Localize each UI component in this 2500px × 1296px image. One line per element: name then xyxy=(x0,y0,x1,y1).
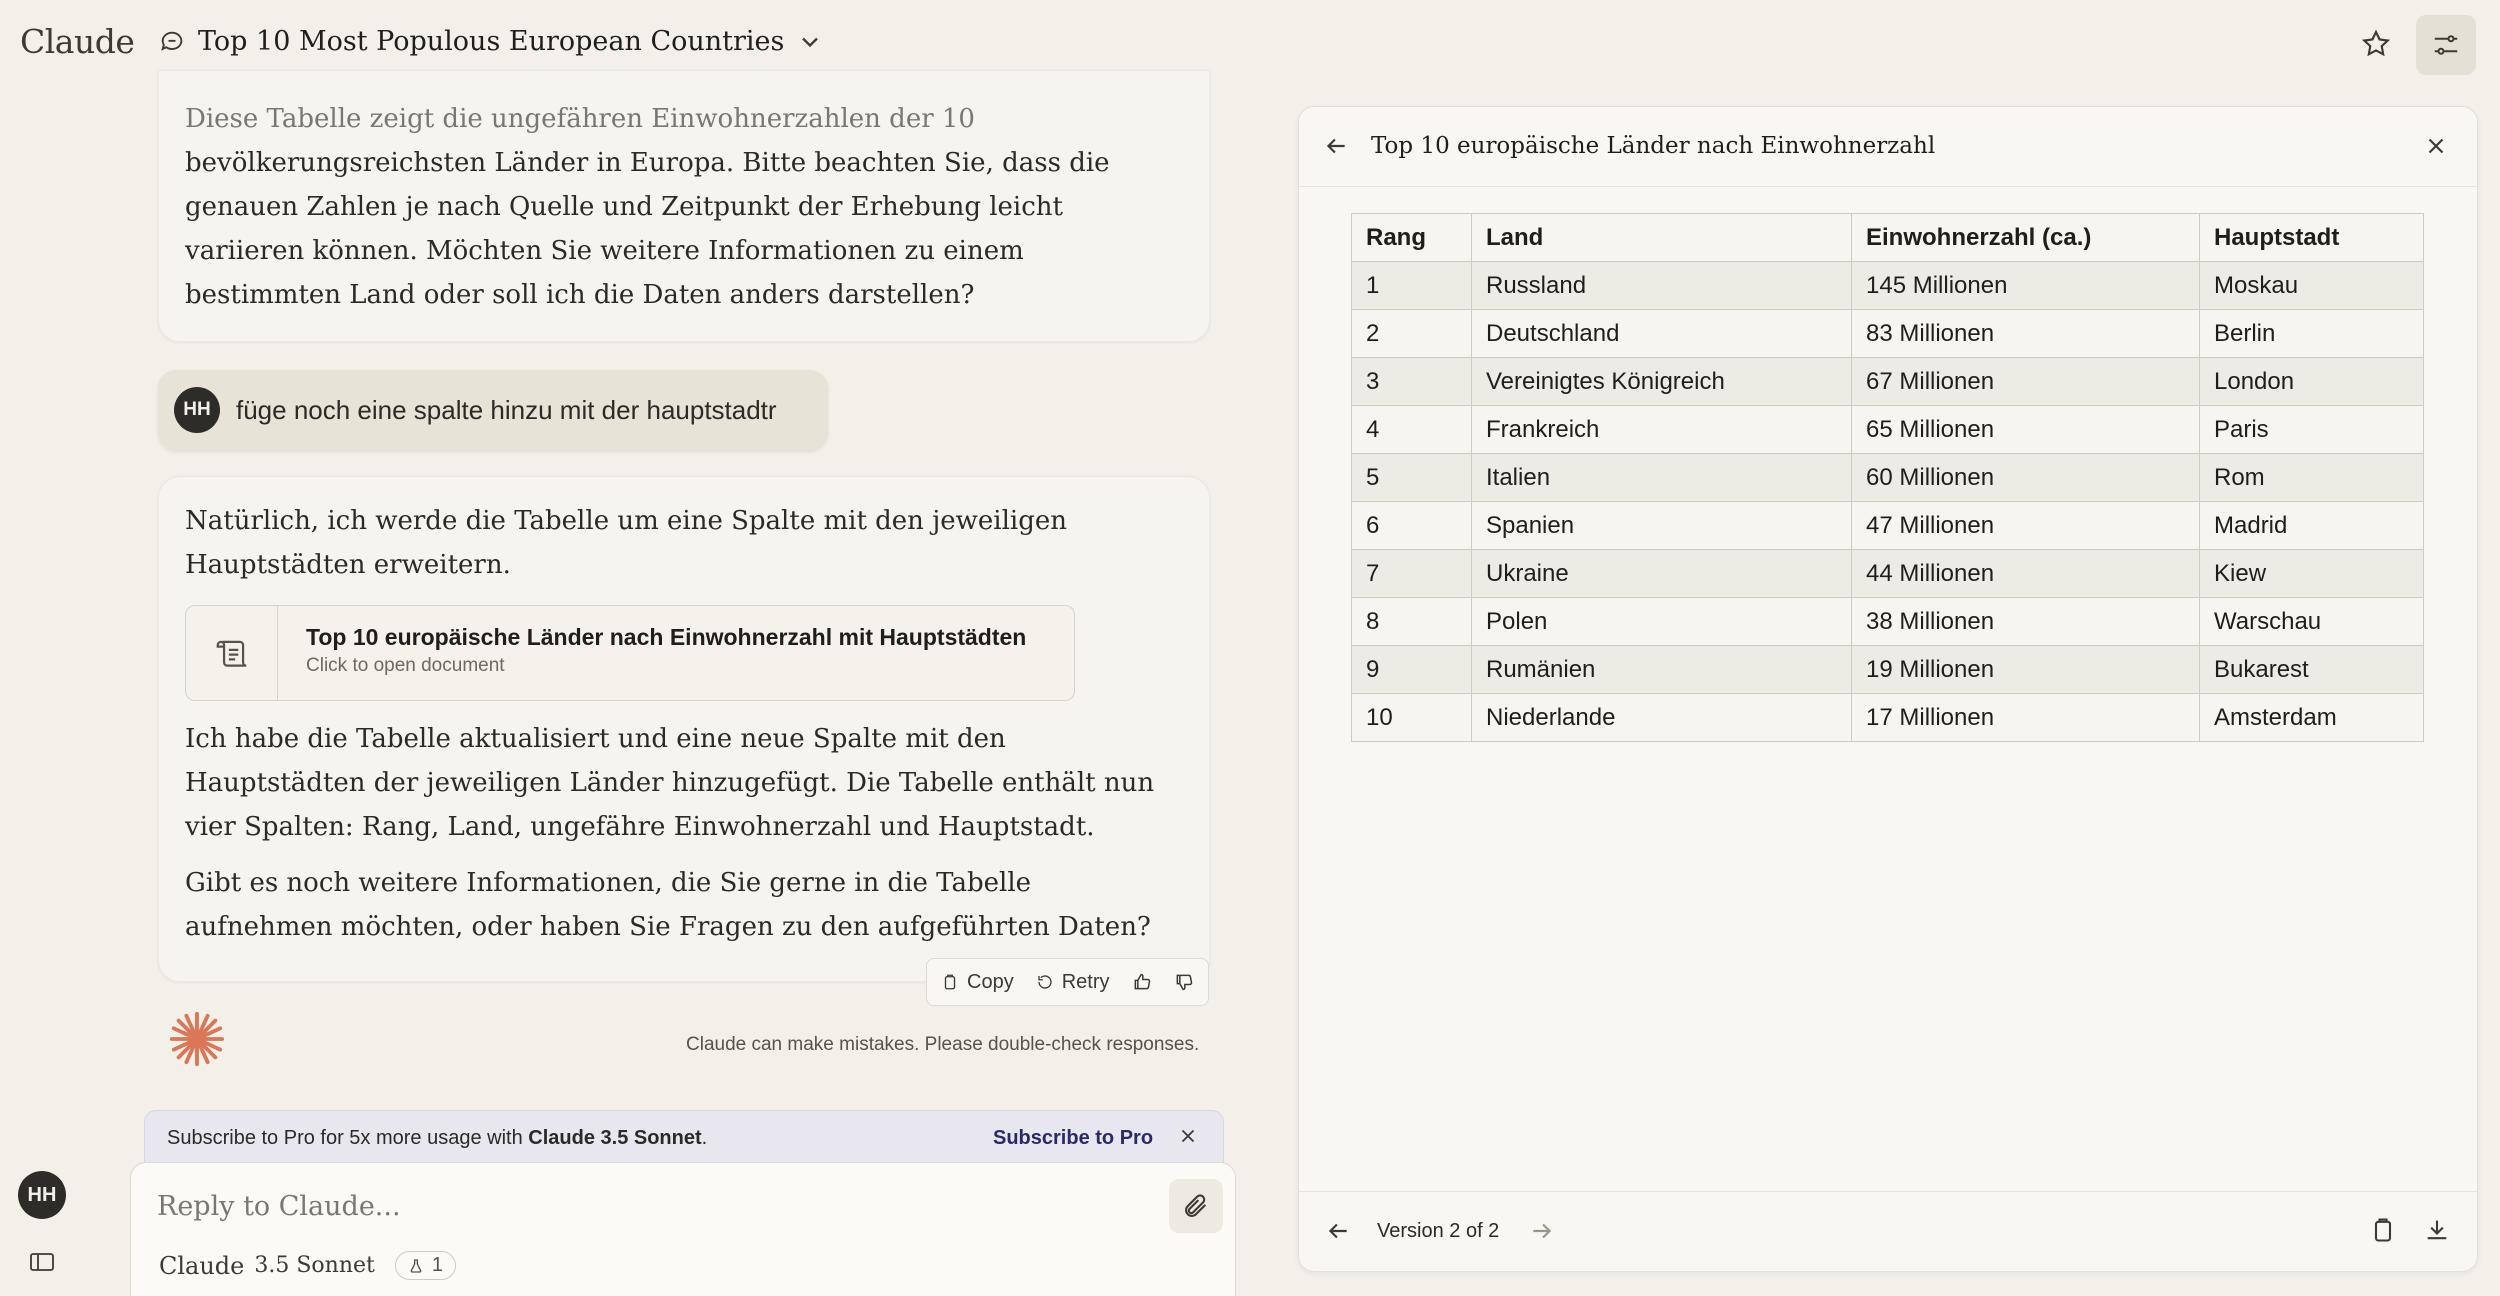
message-paragraph: Ich habe die Tabelle aktualisiert und eine neue Spalte mit den Hauptstädten der jeweiligen Länder hinzugefügt. Die Tabelle enthält nun vier Spalten: Rang, Land, ungefähre Einwohnerzahl und Hauptstadt. xyxy=(185,724,1155,842)
table-cell: Russland xyxy=(1472,262,1852,310)
arrow-left-icon[interactable] xyxy=(1323,133,1349,159)
settings-button[interactable] xyxy=(2416,15,2476,75)
table-cell: 4 xyxy=(1352,406,1472,454)
reply-composer xyxy=(130,1162,1236,1296)
table-cell: 10 xyxy=(1352,694,1472,742)
table-row xyxy=(1352,502,2424,550)
table-cell: Kiew xyxy=(2200,550,2424,598)
table-cell: Moskau xyxy=(2200,262,2424,310)
artifact-panel xyxy=(1298,106,2478,1272)
document-icon-box xyxy=(186,606,278,700)
reply-input[interactable] xyxy=(157,1191,1057,1222)
artifact-footer xyxy=(1299,1191,2477,1271)
artifact-header xyxy=(1299,107,2477,187)
table-cell: 83 Millionen xyxy=(1852,310,2200,358)
account-avatar[interactable]: HH xyxy=(18,1171,66,1219)
retry-icon xyxy=(1036,973,1054,991)
table-cell: 8 xyxy=(1352,598,1472,646)
table-row xyxy=(1352,646,2424,694)
retry-label: Retry xyxy=(1061,970,1110,993)
claude-spark-icon xyxy=(168,1010,226,1068)
user-message xyxy=(158,370,828,450)
star-button[interactable] xyxy=(2354,22,2398,66)
table-cell: Frankreich xyxy=(1472,406,1852,454)
table-cell: Paris xyxy=(2200,406,2424,454)
table-row xyxy=(1352,598,2424,646)
user-avatar: HH xyxy=(174,387,220,433)
table-cell: 65 Millionen xyxy=(1852,406,2200,454)
table-cell: Spanien xyxy=(1472,502,1852,550)
artifact-card-subtitle: Click to open document xyxy=(306,655,505,676)
paperclip-icon xyxy=(1182,1192,1210,1220)
table-cell: Niederlande xyxy=(1472,694,1852,742)
user-message-text: füge noch eine spalte hinzu mit der hauptstadtr xyxy=(236,394,777,425)
message-paragraph: Natürlich, ich werde die Tabelle um eine Spalte mit den jeweiligen Hauptstädten erweitern. xyxy=(185,506,1068,580)
thumbs-down-button[interactable] xyxy=(1174,972,1194,992)
table-cell: 38 Millionen xyxy=(1852,598,2200,646)
table-cell: Warschau xyxy=(2200,598,2424,646)
table-cell: 17 Millionen xyxy=(1852,694,2200,742)
population-table xyxy=(1351,213,2424,742)
claude-logo[interactable]: Claude xyxy=(20,22,135,61)
thumbs-down-icon xyxy=(1174,972,1194,992)
attach-button[interactable] xyxy=(1169,1179,1223,1233)
assistant-message xyxy=(158,476,1210,982)
table-cell: 145 Millionen xyxy=(1852,262,2200,310)
table-cell: 5 xyxy=(1352,454,1472,502)
table-cell: Italien xyxy=(1472,454,1852,502)
subscribe-banner xyxy=(144,1110,1224,1166)
table-cell: Polen xyxy=(1472,598,1852,646)
assistant-message xyxy=(158,70,1210,342)
model-selector[interactable] xyxy=(159,1251,456,1280)
table-cell: Berlin xyxy=(2200,310,2424,358)
table-cell: Deutschland xyxy=(1472,310,1852,358)
disclaimer-text: Claude can make mistakes. Please double-check responses. xyxy=(686,1034,1200,1055)
copy-button[interactable] xyxy=(941,971,1014,994)
chevron-down-icon xyxy=(796,28,824,56)
table-cell: 47 Millionen xyxy=(1852,502,2200,550)
message-actions xyxy=(926,958,1209,1006)
table-cell: 2 xyxy=(1352,310,1472,358)
download-icon[interactable] xyxy=(2423,1216,2451,1244)
artifact-card-title: Top 10 europäische Länder nach Einwohnerzahl mit Hauptstädten xyxy=(306,624,1027,650)
table-cell: Vereinigtes Königreich xyxy=(1472,358,1852,406)
close-icon[interactable] xyxy=(1177,1125,1199,1147)
sidebar-toggle-icon[interactable] xyxy=(28,1250,56,1274)
message-text: bevölkerungsreichsten Länder in Europa. Bitte beachten Sie, dass die genauen Zahlen je nach Quelle und Zeitpunkt der Erhebung leicht variieren können. Möchten Sie weitere Informationen zu einem bestimmten Land oder soll ich die Daten anders darstellen? xyxy=(185,148,1110,310)
table-cell: Rumänien xyxy=(1472,646,1852,694)
retry-button[interactable] xyxy=(1036,971,1110,994)
artifact-document-card[interactable] xyxy=(185,605,1075,701)
thumbs-up-button[interactable] xyxy=(1132,972,1152,992)
project-count: 1 xyxy=(431,1254,443,1276)
star-icon xyxy=(2360,28,2392,60)
chat-title-dropdown[interactable] xyxy=(158,26,824,57)
table-row xyxy=(1352,310,2424,358)
table-cell: 67 Millionen xyxy=(1852,358,2200,406)
message-paragraph: Gibt es noch weitere Informationen, die Sie gerne in die Tabelle aufnehmen möchten, oder haben Sie Fragen zu den aufgeführten Daten? xyxy=(185,868,1151,942)
table-cell: 9 xyxy=(1352,646,1472,694)
table-row xyxy=(1352,550,2424,598)
project-badge[interactable] xyxy=(395,1251,456,1280)
model-version: 3.5 Sonnet xyxy=(254,1253,375,1278)
table-row xyxy=(1352,454,2424,502)
column-header: Hauptstadt xyxy=(2200,214,2424,262)
chat-bubble-icon xyxy=(158,28,186,56)
version-indicator: Version 2 of 2 xyxy=(1377,1220,1500,1242)
clipboard-icon[interactable] xyxy=(2369,1216,2397,1244)
table-cell: Madrid xyxy=(2200,502,2424,550)
table-cell: Rom xyxy=(2200,454,2424,502)
model-name: Claude xyxy=(159,1251,245,1280)
close-icon[interactable] xyxy=(2423,133,2449,159)
table-row xyxy=(1352,694,2424,742)
column-header: Land xyxy=(1472,214,1852,262)
next-version-icon[interactable] xyxy=(1529,1218,1555,1244)
previous-version-icon[interactable] xyxy=(1325,1218,1351,1244)
table-cell: 1 xyxy=(1352,262,1472,310)
table-cell: 3 xyxy=(1352,358,1472,406)
message-text-faded: Diese Tabelle zeigt die ungefähren Einwohnerzahlen der 10 xyxy=(185,104,975,134)
table-row xyxy=(1352,358,2424,406)
table-cell: 19 Millionen xyxy=(1852,646,2200,694)
table-cell: 60 Millionen xyxy=(1852,454,2200,502)
thumbs-up-icon xyxy=(1132,972,1152,992)
sliders-icon xyxy=(2431,30,2461,60)
table-row xyxy=(1352,406,2424,454)
subscribe-pro-link[interactable]: Subscribe to Pro xyxy=(993,1126,1154,1149)
table-cell: London xyxy=(2200,358,2424,406)
clipboard-icon xyxy=(941,973,959,991)
column-header: Einwohnerzahl (ca.) xyxy=(1852,214,2200,262)
table-cell: 44 Millionen xyxy=(1852,550,2200,598)
table-header-row xyxy=(1352,214,2424,262)
promo-text: Subscribe to Pro for 5x more usage with Claude 3.5 Sonnet. xyxy=(167,1126,708,1149)
table-row xyxy=(1352,262,2424,310)
scroll-document-icon xyxy=(213,634,251,672)
chat-title-text: Top 10 Most Populous European Countries xyxy=(198,26,785,57)
copy-label: Copy xyxy=(967,970,1014,993)
table-cell: Amsterdam xyxy=(2200,694,2424,742)
flask-icon xyxy=(408,1258,424,1274)
table-cell: 7 xyxy=(1352,550,1472,598)
table-cell: Bukarest xyxy=(2200,646,2424,694)
table-cell: 6 xyxy=(1352,502,1472,550)
column-header: Rang xyxy=(1352,214,1472,262)
artifact-title: Top 10 europäische Länder nach Einwohnerzahl xyxy=(1371,133,1936,159)
table-cell: Ukraine xyxy=(1472,550,1852,598)
